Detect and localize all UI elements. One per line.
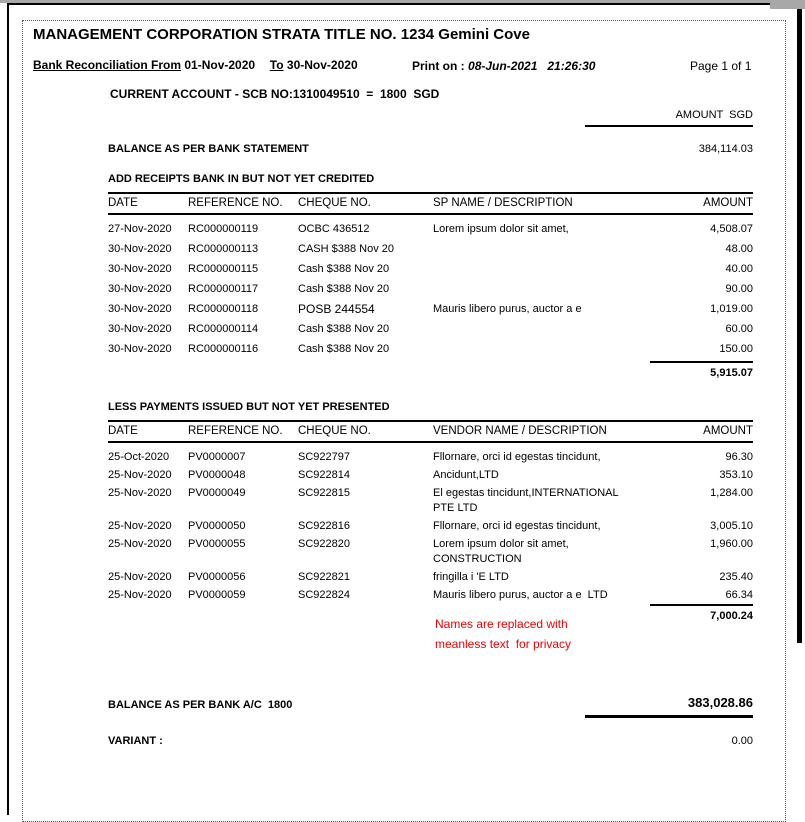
amount-currency-header: AMOUNT SGD <box>675 109 753 121</box>
cell-name: Mauris libero purus, auctor a e LTD <box>433 589 608 601</box>
cell-amount: 3,005.10 <box>710 520 753 532</box>
col-header-amount: AMOUNT <box>703 425 753 437</box>
col-header-date: DATE <box>108 425 138 437</box>
cell-name: fringilla i 'E LTD <box>433 571 509 583</box>
payments-header-row <box>108 425 753 437</box>
receipts-total: 5,915.07 <box>710 367 753 379</box>
cell-cheque: SC922824 <box>298 589 350 601</box>
cell-reference: PV0000050 <box>188 520 246 532</box>
col-header-amount: AMOUNT <box>703 197 753 209</box>
divider <box>650 604 753 606</box>
col-header-cheque: CHEQUE NO. <box>298 197 371 209</box>
cell-reference: RC000000119 <box>188 223 259 235</box>
cell-date: 30-Nov-2020 <box>108 263 172 275</box>
table-row <box>108 239 753 259</box>
divider <box>108 441 753 443</box>
page-indicator: Page 1 of 1 <box>690 59 752 73</box>
cell-name: Mauris libero purus, auctor a e <box>433 303 582 315</box>
recon-range-line <box>33 58 358 72</box>
cell-cheque: SC922821 <box>298 571 350 583</box>
privacy-note: Names are replaced with meanless text for privacy <box>435 617 572 651</box>
cell-name: El egestas tincidunt,INTERNATIONAL PTE LTD <box>433 487 619 514</box>
cell-cheque: Cash $388 Nov 20 <box>298 323 390 335</box>
cell-amount: 96.30 <box>725 451 753 463</box>
cell-cheque: Cash $388 Nov 20 <box>298 263 390 275</box>
cell-date: 25-Oct-2020 <box>108 451 170 463</box>
cell-cheque: OCBC 436512 <box>298 223 370 235</box>
cell-reference: PV0000007 <box>188 451 246 463</box>
cell-name: Lorem ipsum dolor sit amet, <box>433 223 569 235</box>
cell-name <box>433 339 648 359</box>
cell-date: 30-Nov-2020 <box>108 303 172 315</box>
receipts-table <box>108 219 753 359</box>
col-header-reference: REFERENCE NO. <box>188 197 283 209</box>
divider <box>585 715 753 718</box>
print-on-line <box>412 59 595 73</box>
cell-amount: 60.00 <box>725 323 753 335</box>
cell-reference: PV0000049 <box>188 487 246 499</box>
right-scrollbar-band[interactable] <box>797 5 802 643</box>
recon-label: Bank Reconciliation From <box>33 58 182 72</box>
col-header-date: DATE <box>108 197 138 209</box>
recon-from-date: 01-Nov-2020 <box>184 58 256 72</box>
cell-date: 25-Nov-2020 <box>108 589 172 601</box>
cell-amount: 353.10 <box>719 469 753 481</box>
cell-cheque: CASH $388 Nov 20 <box>298 243 394 255</box>
cell-amount: 1,960.00 <box>710 538 753 550</box>
print-on-label: Print on : <box>412 59 465 73</box>
table-row <box>108 299 753 319</box>
table-row <box>108 448 753 466</box>
cell-cheque: SC922815 <box>298 487 350 499</box>
balance-account-label: BALANCE AS PER BANK A/C 1800 <box>108 699 293 711</box>
cell-cheque: Cash $388 Nov 20 <box>298 343 390 355</box>
cell-name <box>433 279 648 299</box>
divider <box>108 192 753 194</box>
cell-reference: RC000000113 <box>188 243 259 255</box>
cell-amount: 4,508.07 <box>710 223 753 235</box>
cell-amount: 40.00 <box>725 263 753 275</box>
cell-reference: PV0000059 <box>188 589 246 601</box>
cell-reference: RC000000115 <box>188 263 259 275</box>
cell-date: 30-Nov-2020 <box>108 343 172 355</box>
cell-cheque: SC922797 <box>298 451 350 463</box>
cell-name <box>433 319 648 339</box>
recon-to-label: To <box>269 58 284 72</box>
payments-table <box>108 448 753 604</box>
payments-total: 7,000.24 <box>710 610 753 622</box>
cell-name <box>433 239 648 259</box>
table-row <box>108 339 753 359</box>
table-row <box>108 259 753 279</box>
cell-date: 30-Nov-2020 <box>108 243 172 255</box>
cell-name: Fllornare, orci id egestas tincidunt, <box>433 520 601 532</box>
cell-cheque: SC922816 <box>298 520 350 532</box>
variant-amount: 0.00 <box>731 735 753 747</box>
cell-reference: RC000000117 <box>188 283 259 295</box>
cell-name: Fllornare, orci id egestas tincidunt, <box>433 451 601 463</box>
cell-amount: 150.00 <box>719 343 753 355</box>
divider <box>108 213 753 215</box>
balance-statement-amount: 384,114.03 <box>698 143 753 155</box>
cell-cheque: POSB 244554 <box>298 302 375 316</box>
cell-date: 30-Nov-2020 <box>108 283 172 295</box>
col-header-name: VENDOR NAME / DESCRIPTION <box>433 425 607 437</box>
cell-date: 27-Nov-2020 <box>108 223 172 235</box>
cell-date: 25-Nov-2020 <box>108 487 172 499</box>
receipts-header-row <box>108 197 753 209</box>
cell-date: 25-Nov-2020 <box>108 538 172 550</box>
cell-amount: 48.00 <box>725 243 753 255</box>
cell-name: Ancidunt,LTD <box>433 469 499 481</box>
cell-date: 25-Nov-2020 <box>108 469 172 481</box>
cell-reference: RC000000118 <box>188 303 259 315</box>
table-row <box>108 586 753 604</box>
payments-section-title: LESS PAYMENTS ISSUED BUT NOT YET PRESENTED <box>108 401 390 413</box>
cell-cheque: SC922820 <box>298 538 350 550</box>
cell-cheque: Cash $388 Nov 20 <box>298 283 390 295</box>
cell-date: 30-Nov-2020 <box>108 323 172 335</box>
col-header-name: SP NAME / DESCRIPTION <box>433 197 573 209</box>
cell-reference: RC000000116 <box>188 343 259 355</box>
receipts-section-title: ADD RECEIPTS BANK IN BUT NOT YET CREDITED <box>108 173 375 185</box>
col-header-reference: REFERENCE NO. <box>188 425 283 437</box>
print-datetime: 08-Jun-2021 21:26:30 <box>468 59 596 73</box>
table-row <box>108 219 753 239</box>
table-row <box>108 517 753 535</box>
report-page <box>7 3 801 815</box>
cell-reference: PV0000048 <box>188 469 246 481</box>
cell-name <box>433 259 648 279</box>
divider <box>650 361 753 363</box>
account-line: CURRENT ACCOUNT - SCB NO:1310049510 = 1800 SGD <box>110 87 440 101</box>
divider <box>108 420 753 422</box>
page-title: MANAGEMENT CORPORATION STRATA TITLE NO. 1234 Gemini Cove <box>33 26 530 43</box>
divider <box>585 125 753 127</box>
cell-name: Lorem ipsum dolor sit amet, CONSTRUCTION <box>433 538 569 565</box>
table-row <box>108 484 753 517</box>
cell-date: 25-Nov-2020 <box>108 520 172 532</box>
cell-reference: PV0000055 <box>188 538 246 550</box>
cell-amount: 235.40 <box>719 571 753 583</box>
cell-date: 25-Nov-2020 <box>108 571 172 583</box>
table-row <box>108 466 753 484</box>
cell-reference: RC000000114 <box>188 323 259 335</box>
variant-label: VARIANT : <box>108 735 163 747</box>
col-header-cheque: CHEQUE NO. <box>298 425 371 437</box>
scrollbar-corner <box>770 0 805 9</box>
cell-amount: 90.00 <box>725 283 753 295</box>
table-row <box>108 279 753 299</box>
table-row <box>108 535 753 568</box>
balance-account-amount: 383,028.86 <box>687 695 753 710</box>
table-row <box>108 568 753 586</box>
cell-amount: 1,019.00 <box>710 303 753 315</box>
balance-statement-label: BALANCE AS PER BANK STATEMENT <box>108 143 309 155</box>
cell-reference: PV0000056 <box>188 571 246 583</box>
cell-cheque: SC922814 <box>298 469 350 481</box>
cell-amount: 66.34 <box>725 589 753 601</box>
cell-amount: 1,284.00 <box>710 487 753 499</box>
recon-to-date: 30-Nov-2020 <box>286 58 358 72</box>
table-row <box>108 319 753 339</box>
